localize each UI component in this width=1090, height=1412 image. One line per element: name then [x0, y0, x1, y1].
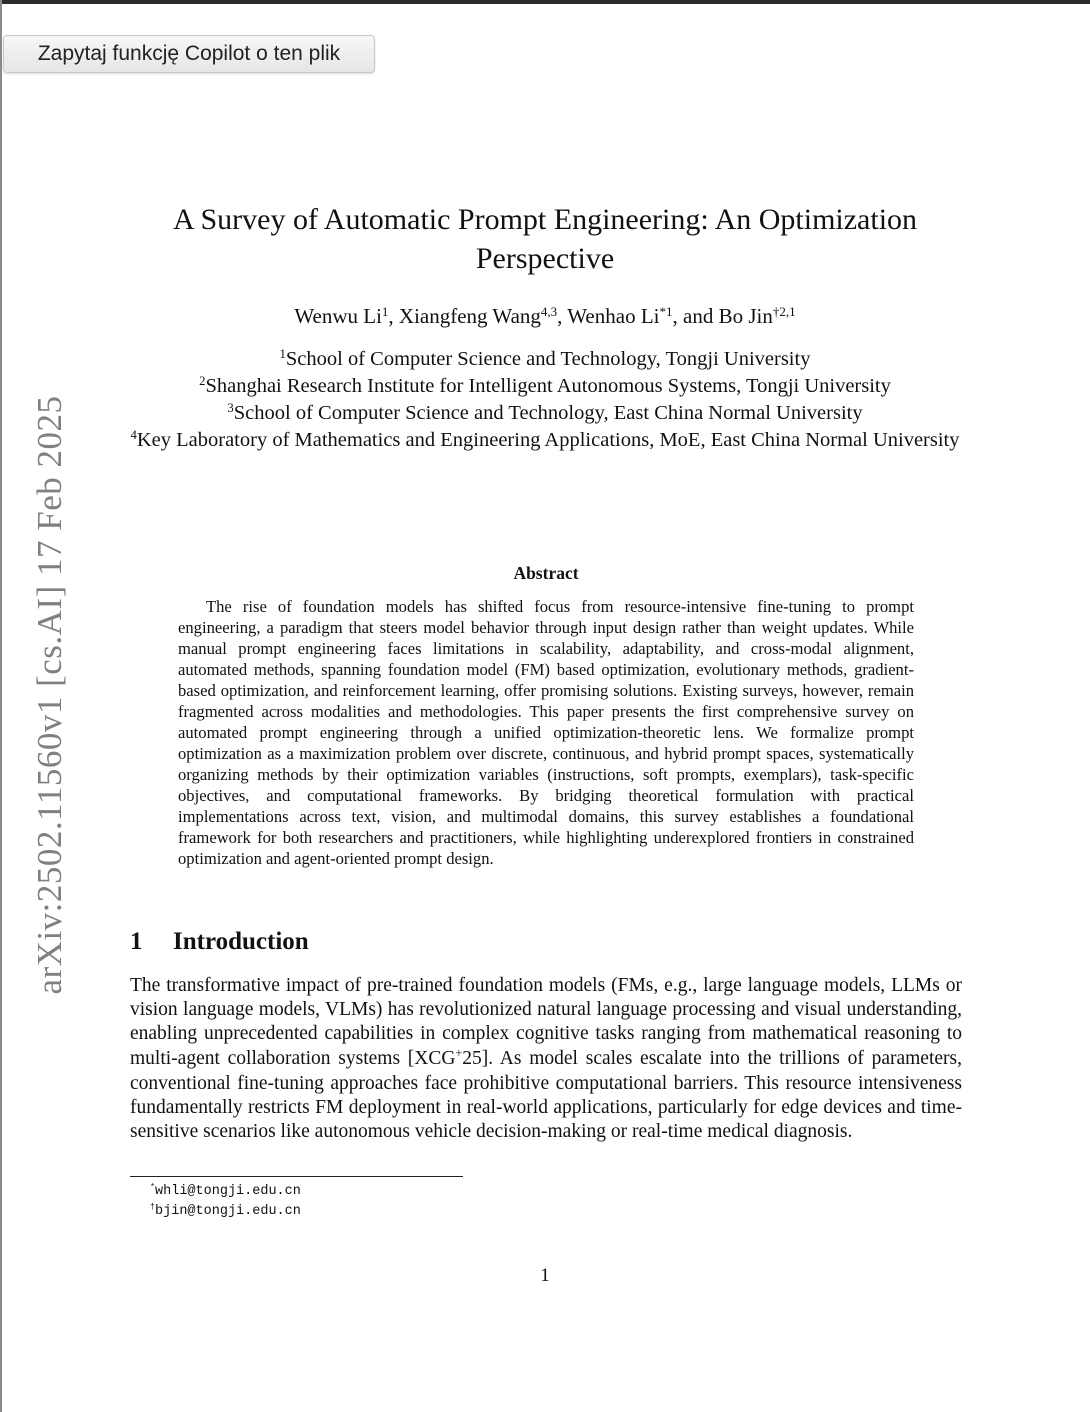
- ask-copilot-button[interactable]: Zapytaj funkcję Copilot o ten plik: [3, 35, 375, 73]
- footnotes: [150, 1182, 750, 1222]
- footnote-email: bjin@tongji.edu.cn: [155, 1204, 301, 1219]
- footnote-mark: *: [150, 1182, 156, 1193]
- section-number: 1: [130, 928, 143, 955]
- author-mark: *1: [659, 303, 673, 319]
- footnote-mark: †: [150, 1202, 156, 1213]
- page-number: 1: [540, 1265, 550, 1286]
- arxiv-identifier-stamp: arXiv:2502.11560v1 [cs.AI] 17 Feb 2025: [30, 395, 69, 995]
- affiliation: [130, 374, 960, 401]
- affiliation-text: School of Computer Science and Technology, East China Normal University: [233, 402, 863, 424]
- abstract-heading: Abstract: [513, 563, 579, 583]
- author-mark: 1: [381, 303, 389, 319]
- author-name: and Bo Jin: [683, 304, 773, 328]
- affiliation-text: Key Laboratory of Mathematics and Engineering Applications, MoE, East China Normal University: [136, 429, 960, 451]
- affiliation-mark: 3: [227, 401, 234, 416]
- affiliation: [130, 428, 960, 455]
- author-name: Xiangfeng Wang: [398, 304, 541, 328]
- author-name: Wenhao Li: [567, 304, 660, 328]
- abstract-text: The rise of foundation models has shifted focus from resource-intensive fine-tuning to prompt engineering, a paradigm that steers model behavior through input design rather than weight updates. While manual prompt engineering faces limitations in scalability, adaptability, and cross-modal alignment, automated methods, spanning foundation model (FM) based optimization, evolutionary methods, gradient-based optimization, and reinforcement learning, offer promising solutions. Existing surveys, however, remain fragmented across modalities and methodologies. This paper presents the first comprehensive survey on automated prompt engineering through a unified optimization-theoretic lens. We formalize prompt optimization as a maximization problem over discrete, continuous, and hybrid prompt spaces, systematically organizing methods by their optimization variables (instructions, soft prompts, exemplars), task-specific objectives, and computational frameworks. By bridging theoretical formulation with practical implementations across text, vision, and multimodal domains, this survey establishes a foundational framework for both researchers and practitioners, while highlighting underexplored frontiers in constrained optimization and agent-oriented prompt design.: [178, 597, 914, 868]
- introduction-paragraph: [130, 974, 962, 1144]
- author-list: Wenwu Li$^1$, Xiangfeng Wang$^{4,3}$, Wenhao Li$^{*1}$, and Bo Jin$^{\dagger 2,1}$: [294, 303, 796, 328]
- paper-title: A Survey of Automatic Prompt Engineering: An Optimization Perspective: [172, 203, 918, 275]
- footnote-rule: [130, 1176, 463, 1177]
- affiliation: [130, 401, 960, 428]
- section-heading: [130, 926, 960, 958]
- footnote: [150, 1202, 750, 1222]
- affiliation-mark: 1: [279, 347, 286, 362]
- intro-text: 25]. As model scales escalate into the trillions of parameters, conventional fine-tuning approaches face prohibitive computational barriers. This resource intensiveness fundamentally restricts FM deployment in real-world applications, particularly for edge devices and time-sensitive scenarios like autonomous vehicle decision-making or real-time medical diagnosis.: [130, 1047, 962, 1143]
- affiliation-mark: 4: [130, 428, 137, 443]
- section-title: Introduction: [173, 928, 309, 955]
- intro-text: The transformative impact of pre-trained foundation models (FMs, e.g., large language models, LLMs or vision language models, VLMs) has revolutionized natural language processing and visual understanding, enabling unprecedented capabilities in complex cognitive tasks ranging from mathematical reasoning to multi-agent collaboration systems [XCG: [130, 975, 962, 1069]
- author-name: Wenwu Li: [294, 304, 382, 328]
- affiliation-text: School of Computer Science and Technology, Tongji University: [285, 348, 811, 370]
- footnote-email: whli@tongji.edu.cn: [155, 1184, 301, 1199]
- footnote: [150, 1182, 750, 1202]
- citation-superscript: +: [455, 1045, 463, 1060]
- affiliation: [130, 347, 960, 374]
- window-top-border: [0, 0, 1090, 4]
- affiliation-mark: 2: [199, 374, 206, 389]
- window-left-border: [0, 0, 2, 1412]
- author-mark: †2,1: [772, 303, 796, 319]
- author-mark: 4,3: [540, 303, 558, 319]
- affiliation-text: Shanghai Research Institute for Intelligent Autonomous Systems, Tongji University: [205, 375, 891, 397]
- affiliation-list: [130, 347, 960, 455]
